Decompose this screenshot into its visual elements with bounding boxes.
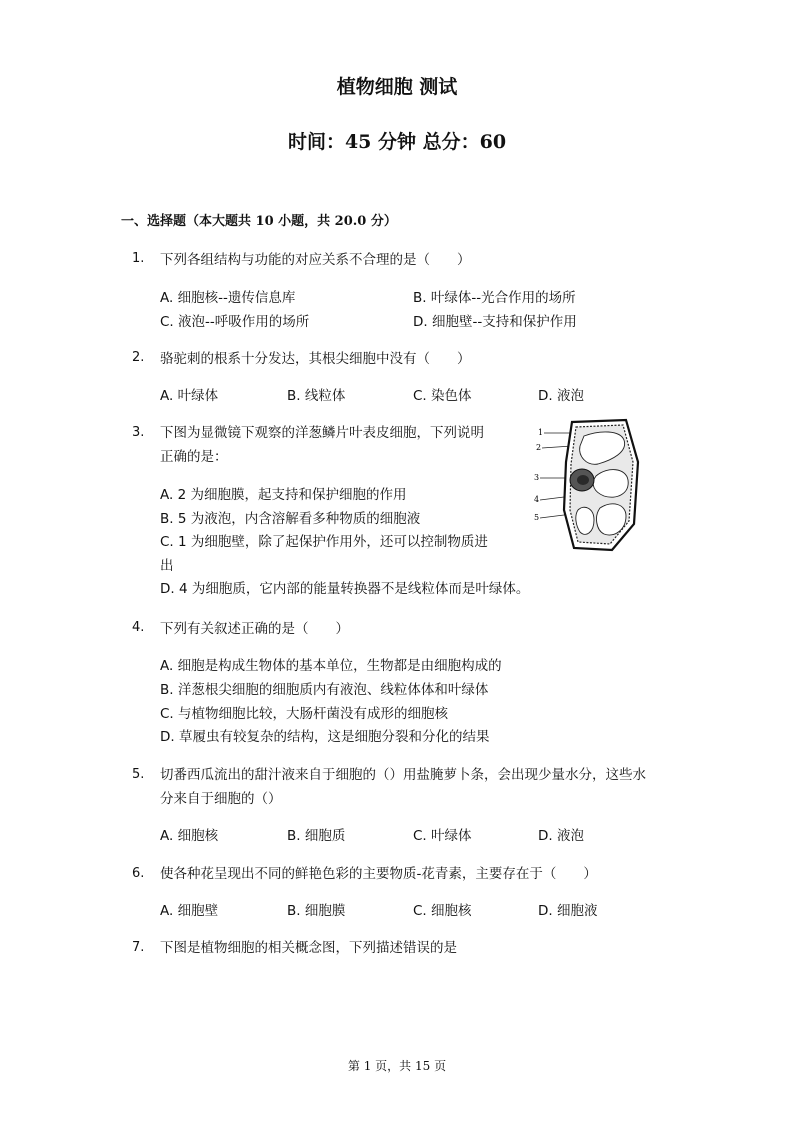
onion-cell-figure bbox=[528, 416, 648, 556]
question-text: 下图是植物细胞的相关概念图，下列描述错误的是 bbox=[160, 940, 457, 956]
option-d: D. 细胞液 bbox=[538, 903, 598, 919]
figure-label-3: 3 bbox=[534, 473, 540, 482]
question-number: 3. bbox=[132, 425, 145, 440]
section-heading: 一、选择题（本大题共 10 小题，共 20.0 分） bbox=[121, 214, 397, 229]
question-number: 2. bbox=[132, 350, 145, 365]
page-title: 植物细胞 测试 bbox=[336, 76, 458, 98]
option-d: D. 液泡 bbox=[538, 388, 584, 404]
question-number: 4. bbox=[132, 620, 145, 635]
question-text-cont: 分来自于细胞的（） bbox=[160, 791, 282, 807]
question-text: 下列各组结构与功能的对应关系不合理的是（ ） bbox=[160, 252, 471, 268]
option-b: B. 细胞膜 bbox=[287, 903, 346, 919]
figure-label-4: 4 bbox=[534, 495, 540, 504]
figure-label-2: 2 bbox=[536, 443, 542, 452]
option-a: A. 细胞是构成生物体的基本单位，生物都是由细胞构成的 bbox=[160, 658, 502, 674]
question-number: 6. bbox=[132, 866, 145, 881]
page-subtitle: 时间：45 分钟 总分：60 bbox=[287, 131, 507, 153]
question-number: 7. bbox=[132, 940, 145, 955]
option-a: A. 细胞核--遗传信息库 bbox=[160, 290, 296, 306]
option-a: A. 细胞壁 bbox=[160, 903, 219, 919]
question-text: 切番西瓜流出的甜汁液来自于细胞的（）用盐腌萝卜条，会出现少量水分，这些水 bbox=[160, 767, 646, 783]
option-c: C. 细胞核 bbox=[413, 903, 472, 919]
option-c: C. 染色体 bbox=[413, 388, 472, 404]
question-number: 5. bbox=[132, 767, 145, 782]
option-b: B. 细胞质 bbox=[287, 828, 346, 844]
figure-label-1: 1 bbox=[538, 428, 544, 437]
option-a: A. 细胞核 bbox=[160, 828, 219, 844]
figure-label-5: 5 bbox=[534, 513, 540, 522]
question-text-cont: 正确的是： bbox=[160, 449, 228, 465]
option-d: D. 4 为细胞质，它内部的能量转换器不是线粒体而是叶绿体。 bbox=[160, 581, 530, 597]
option-b: B. 线粒体 bbox=[287, 388, 346, 404]
option-c: C. 叶绿体 bbox=[413, 828, 472, 844]
page-footer: 第 1 页，共 15 页 bbox=[347, 1059, 447, 1073]
option-a: A. 叶绿体 bbox=[160, 388, 219, 404]
option-d: D. 草履虫有较复杂的结构，这是细胞分裂和分化的结果 bbox=[160, 729, 490, 745]
option-d: D. 液泡 bbox=[538, 828, 584, 844]
question-text: 骆驼刺的根系十分发达，其根尖细胞中没有（ ） bbox=[160, 351, 471, 367]
question-number: 1. bbox=[132, 251, 145, 266]
question-text: 使各种花呈现出不同的鲜艳色彩的主要物质-花青素，主要存在于（ ） bbox=[160, 866, 597, 882]
option-a: A. 2 为细胞膜，起支持和保护细胞的作用 bbox=[160, 487, 407, 503]
question-text: 下列有关叙述正确的是（ ） bbox=[160, 621, 349, 637]
question-text: 下图为显微镜下观察的洋葱鳞片叶表皮细胞，下列说明 bbox=[160, 425, 484, 441]
option-c-cont: 出 bbox=[160, 558, 174, 574]
option-b: B. 5 为液泡，内含溶解看多种物质的细胞液 bbox=[160, 511, 421, 527]
option-d: D. 细胞壁--支持和保护作用 bbox=[413, 314, 577, 330]
option-b: B. 洋葱根尖细胞的细胞质内有液泡、线粒体体和叶绿体 bbox=[160, 682, 489, 698]
option-c: C. 与植物细胞比较，大肠杆菌没有成形的细胞核 bbox=[160, 706, 449, 722]
option-c: C. 1 为细胞壁，除了起保护作用外，还可以控制物质进 bbox=[160, 534, 488, 550]
option-c: C. 液泡--呼吸作用的场所 bbox=[160, 314, 310, 330]
option-b: B. 叶绿体--光合作用的场所 bbox=[413, 290, 576, 306]
